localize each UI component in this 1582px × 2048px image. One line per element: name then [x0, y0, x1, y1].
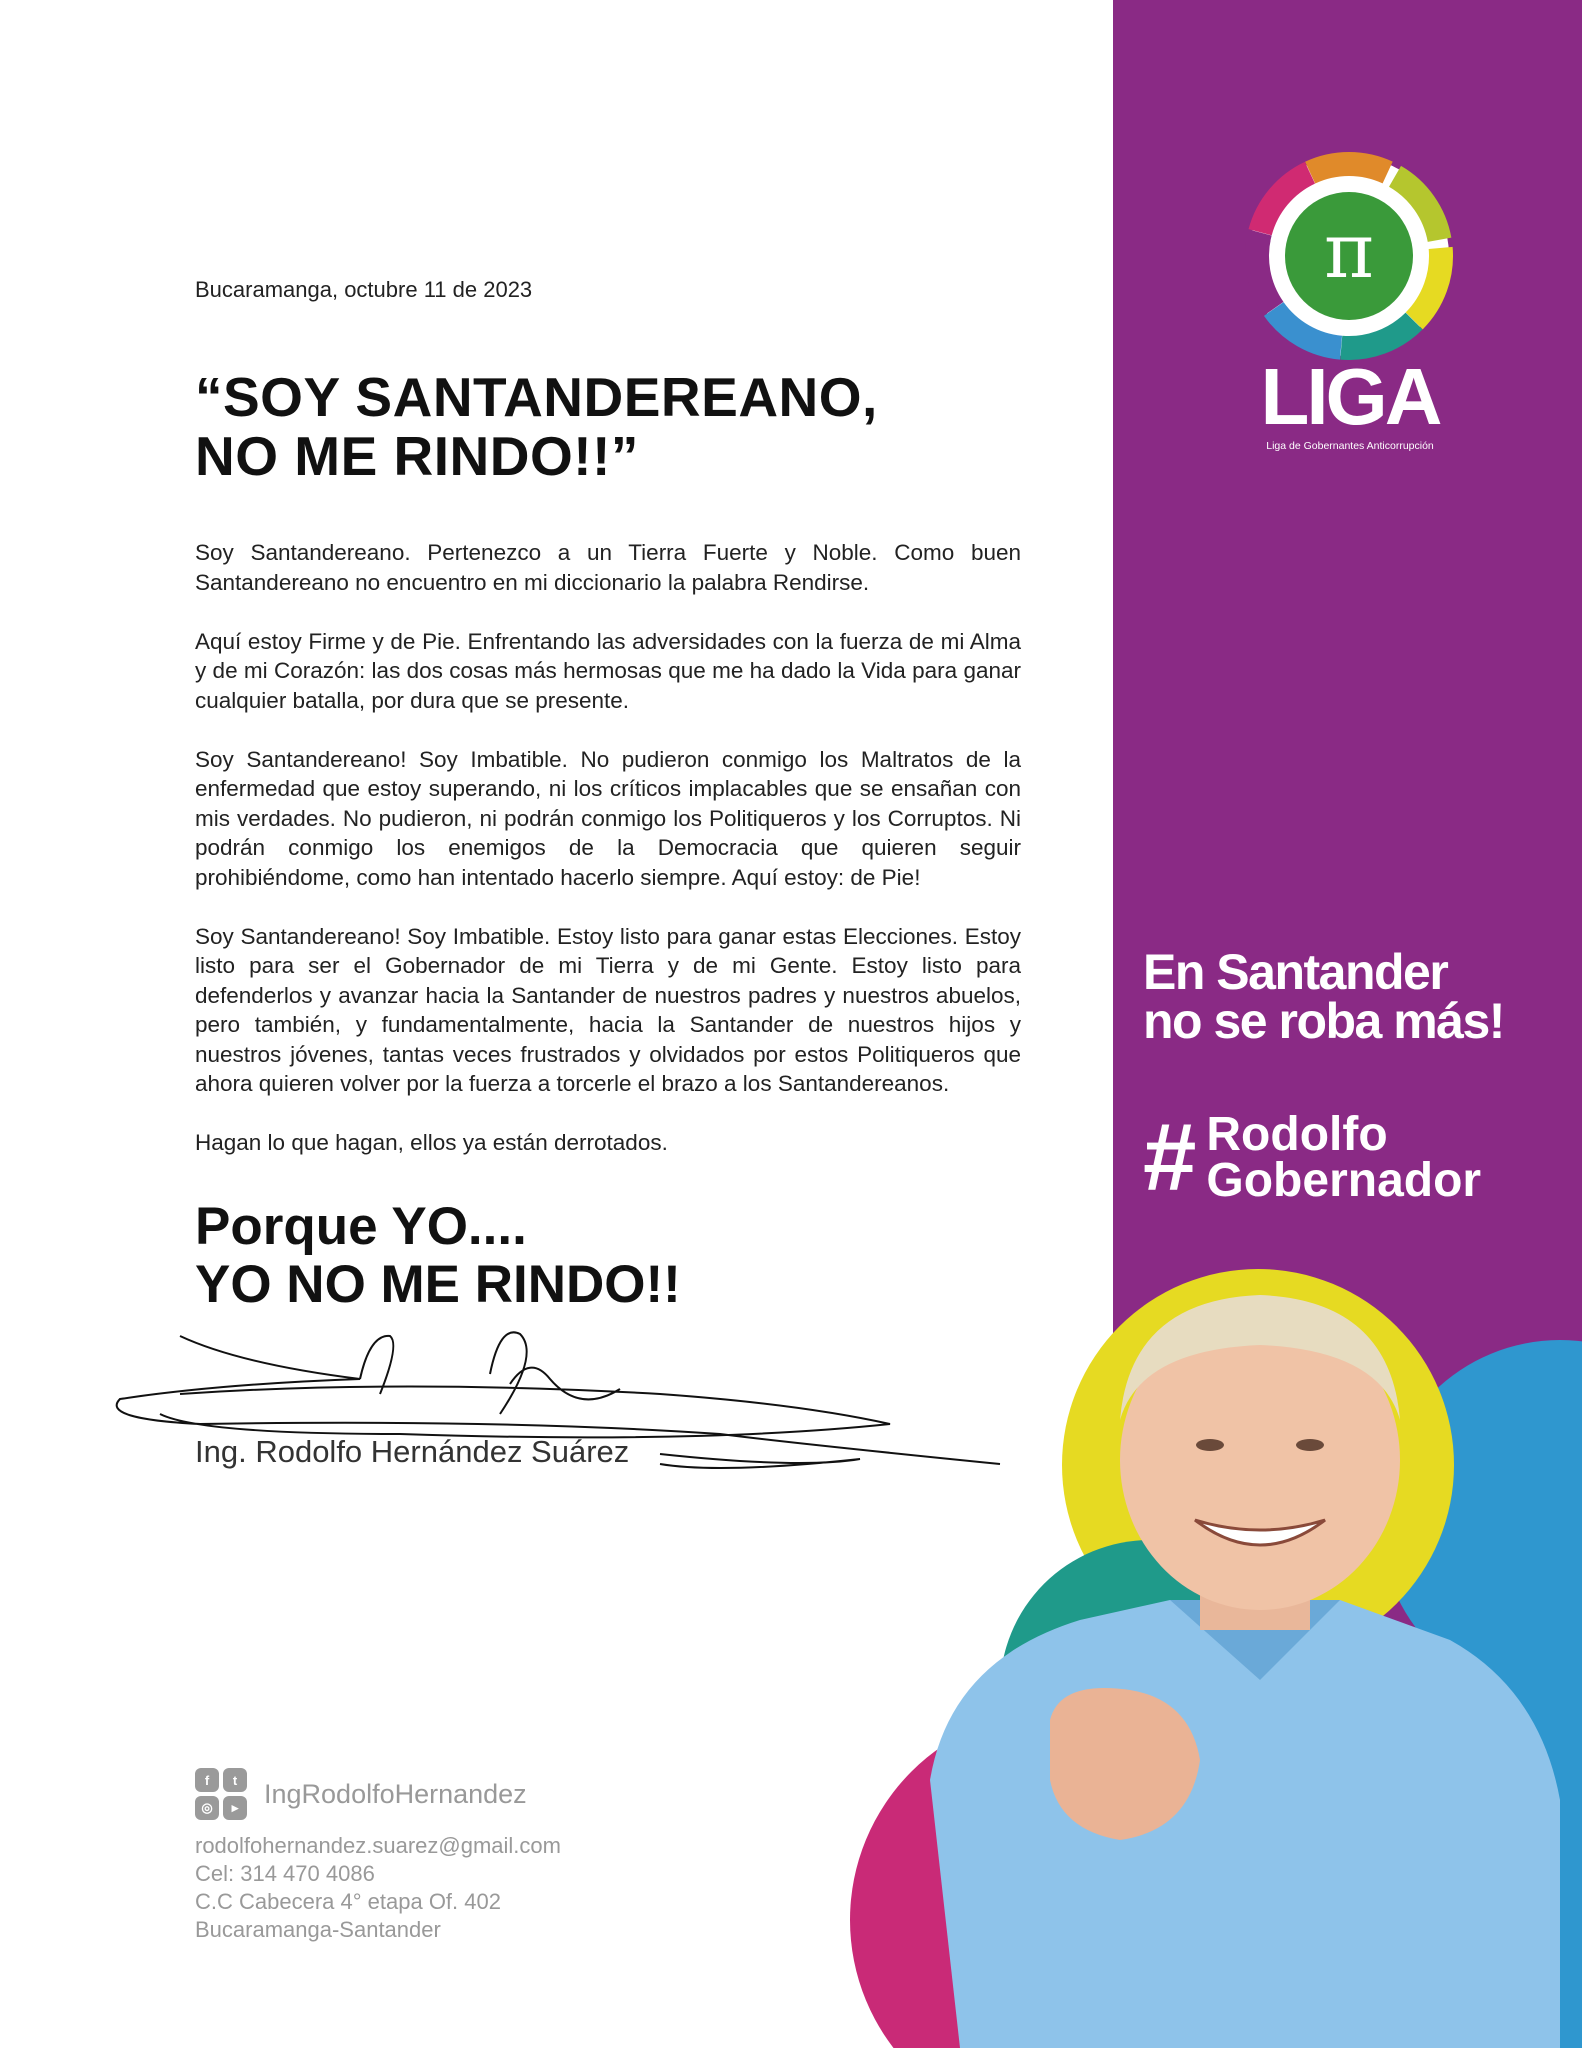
- paragraph: Soy Santandereano. Pertenezco a un Tierra Fuerte y Noble. Como buen Santandereano no encuentro en mi diccionario la palabra Rendirse.: [195, 540, 1021, 595]
- closing-statement: [195, 1198, 1021, 1314]
- letter-column: [195, 276, 1021, 1470]
- signer-name: Ing. Rodolfo Hernández Suárez: [195, 1433, 630, 1469]
- hash-icon: #: [1143, 1104, 1197, 1211]
- phone: Cel: 314 470 4086: [195, 1861, 375, 1886]
- title-line: NO ME RINDO!!”: [195, 425, 639, 487]
- paragraph: Soy Santandereano! Soy Imbatible. Estoy listo para ganar estas Elecciones. Estoy listo para ser el Gobernador de mi Tierra y de mi Gente. Estoy listo para defenderlos y avanzar hacia la Santander de nuestros padres y nuestros abuelos, pero también, y fundamentalmente, hacia la Santander de nuestros hijos y nuestros jóvenes, tantas veces frustrados y olvidados por estos Politiqueros que ahora quieren volver por la fuerza a torcerle el brazo a los Santandereanos.: [195, 923, 1021, 1096]
- slogan-line: no se roba más!: [1143, 993, 1504, 1049]
- address: C.C Cabecera 4° etapa Of. 402: [195, 1889, 501, 1914]
- twitter-icon[interactable]: t: [223, 1768, 247, 1792]
- letter-body: [195, 538, 1021, 1158]
- liga-logo-subtitle: Liga de Gobernantes Anticorrupción: [1266, 440, 1434, 452]
- slogan: [1143, 944, 1504, 1049]
- liga-logo: [1250, 352, 1450, 441]
- hashtag-line: Rodolfo: [1206, 1108, 1388, 1161]
- contact-info: [195, 1832, 561, 1944]
- paragraph: Aquí estoy Firme y de Pie. Enfrentando las adversidades con la fuerza de mi Alma y de mi Corazón: las dos cosas más hermosas que me ha dado la Vida para ganar cualquier batalla, por dura que se presente.: [195, 628, 1021, 713]
- social-icons: [195, 1768, 247, 1820]
- title-line: “SOY SANTANDEREANO,: [195, 366, 878, 428]
- closing-line: Porque YO....: [195, 1196, 527, 1256]
- facebook-icon[interactable]: f: [195, 1768, 219, 1792]
- email: rodolfohernandez.suarez@gmail.com: [195, 1833, 561, 1858]
- city: Bucaramanga-Santander: [195, 1917, 441, 1942]
- slogan-line: En Santander: [1143, 944, 1448, 1000]
- paragraph: Soy Santandereano! Soy Imbatible. No pudieron conmigo los Maltratos de la enfermedad que estoy superando, ni los críticos implacables que se ensañan con mis verdades. No pudieron, ni podrán conmigo los Politiqueros y los Corruptos. Ni podrán conmigo los enemigos de la Democracia que quieren seguir prohibiéndome, como han intentado hacerlo siempre. Aquí estoy: de Pie!: [195, 746, 1021, 890]
- letter-date: Bucaramanga, octubre 11 de 2023: [195, 277, 533, 302]
- liga-logo-text: LIGA: [1260, 352, 1440, 441]
- instagram-icon[interactable]: ◎: [195, 1796, 219, 1820]
- hashtag-line: Gobernador: [1206, 1154, 1482, 1207]
- paragraph: Hagan lo que hagan, ellos ya están derrotados.: [195, 1130, 668, 1155]
- social-handle: IngRodolfoHernandez: [264, 1779, 527, 1809]
- closing-line: YO NO ME RINDO!!: [195, 1254, 681, 1314]
- pi-icon: π: [1324, 206, 1374, 295]
- youtube-icon[interactable]: ▸: [223, 1796, 247, 1820]
- hashtag: [1143, 1104, 1482, 1211]
- letter-title: [195, 368, 1021, 486]
